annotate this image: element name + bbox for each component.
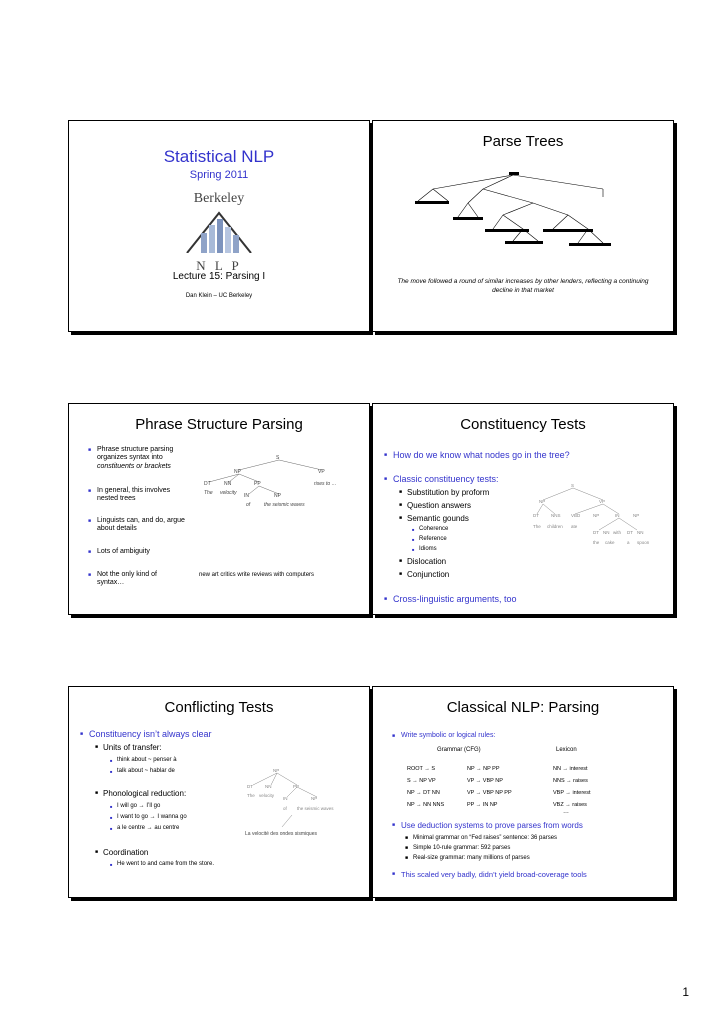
svg-text:DT: DT xyxy=(593,530,599,535)
sub-2: ■ Reference xyxy=(419,536,447,543)
s6-b2c: ■ Real-size grammar: many millions of parses xyxy=(413,854,530,862)
tree-np2: NP xyxy=(274,493,281,499)
bullet-4: ■ Lots of ambiguity xyxy=(97,548,150,556)
svg-text:NP: NP xyxy=(273,768,280,773)
lecture-title: Lecture 15: Parsing I xyxy=(172,271,266,282)
s5-b4a: ■ He went to and came from the store. xyxy=(117,861,214,868)
s5-b2: ■ Units of transfer: xyxy=(103,743,162,752)
s5-b1: ■ Constituency isn’t always clear xyxy=(89,729,212,739)
s6-b3: ■ This scaled very badly, didn’t yield broad-coverage tools xyxy=(401,870,587,879)
svg-text:NP: NP xyxy=(593,513,600,518)
svg-text:The: The xyxy=(533,524,541,529)
slide6-title: Classical NLP: Parsing xyxy=(446,699,600,716)
page-number: 1 xyxy=(682,985,689,999)
slide1-title: Statistical NLP xyxy=(163,147,275,166)
slide2-caption: The move followed a round of similar increases by other lenders, reflecting a continuing decline in that market xyxy=(397,278,649,294)
svg-text:with: with xyxy=(613,530,622,535)
classic-bullet: ■ Classic constituency tests: xyxy=(393,474,499,484)
slide1-subtitle: Spring 2011 xyxy=(189,169,249,181)
s5-b3c: ■ a le centre → au centre xyxy=(117,825,179,832)
bullet-2: ■ In general, this involves nested trees xyxy=(97,487,187,503)
slide4-title: Constituency Tests xyxy=(460,416,586,433)
svg-text:The: The xyxy=(247,793,255,798)
tree-w1: The xyxy=(204,490,213,496)
svg-text:NN: NN xyxy=(265,784,272,789)
lexicon-head: Lexicon xyxy=(556,747,577,753)
slide-title xyxy=(68,120,370,332)
french-phrase: La velocité des ondes sismiques xyxy=(245,831,317,837)
parse-tree-figure xyxy=(373,167,673,257)
bullet-3: ■ Linguists can, and do, argue about details xyxy=(97,517,187,533)
slide3-title: Phrase Structure Parsing xyxy=(135,416,303,433)
svg-text:VBD: VBD xyxy=(571,513,581,518)
svg-text:IN: IN xyxy=(615,513,620,518)
tree-np: NP xyxy=(234,469,241,475)
svg-text:of: of xyxy=(283,806,287,811)
rule-row: ROOT → S NP → NP PP NN → interest xyxy=(407,766,588,772)
slide-phrase-structure xyxy=(68,403,370,615)
berkeley-logo xyxy=(169,191,269,273)
constituency-tree xyxy=(533,482,653,562)
svg-text:NN: NN xyxy=(637,530,644,535)
test-5: ■ Conjunction xyxy=(407,570,449,579)
svg-text:NN: NN xyxy=(603,530,610,535)
svg-text:NP: NP xyxy=(311,796,318,801)
svg-text:children: children xyxy=(547,524,563,529)
s5-b3: ■ Phonological reduction: xyxy=(103,789,186,798)
s5-b3a: ■ I will go → I’ll go xyxy=(117,803,160,810)
bullet-1: ■ Phrase structure parsing organizes syntax into xyxy=(97,446,197,462)
s6-b2a: ■ Minimal grammar on “Fed raises” sentence: 36 parses xyxy=(413,834,557,842)
lexicon-ellipsis: … xyxy=(563,809,569,815)
slide-conflicting-tests xyxy=(68,686,370,898)
test-3: ■ Semantic gounds xyxy=(407,514,469,523)
rule-row: NP → NN NNS PP → IN NP VBZ → raises xyxy=(407,802,587,808)
s6-b2: ■ Use deduction systems to prove parses from words xyxy=(401,821,583,830)
s6-b2b: ■ Simple 10-rule grammar: 592 parses xyxy=(413,844,510,852)
test-2: ■ Question answers xyxy=(407,501,471,510)
logo-bottom-text: N L P xyxy=(196,258,242,273)
svg-text:the: the xyxy=(593,540,600,545)
s5-b4: ■ Coordination xyxy=(103,848,148,857)
tree-pp: PP xyxy=(254,481,261,487)
s5-b2a: ■ think about ~ penser à xyxy=(117,757,177,764)
tree-w5: rises to … xyxy=(314,481,337,487)
svg-text:a: a xyxy=(627,540,630,545)
svg-text:NNS: NNS xyxy=(551,513,561,518)
svg-text:NP: NP xyxy=(633,513,640,518)
s5-b3b: ■ I want to go → I wanna go xyxy=(117,814,187,821)
logo-top-text: Berkeley xyxy=(193,191,245,206)
bullet-5: ■ Not the only kind of syntax… xyxy=(97,571,177,587)
svg-text:DT: DT xyxy=(627,530,633,535)
test-4: ■ Dislocation xyxy=(407,557,446,566)
logo-icon xyxy=(169,207,269,253)
bullet-1b: constituents or brackets xyxy=(97,463,171,470)
test-1: ■ Substitution by proform xyxy=(407,488,489,497)
svg-text:the seismic waves: the seismic waves xyxy=(297,806,334,811)
cross-bullet: ■ Cross-linguistic arguments, too xyxy=(393,594,517,604)
svg-text:DT: DT xyxy=(533,513,539,518)
tree-nn: NN xyxy=(224,481,232,487)
rule-row: S → NP VP VP → VBP NP NNS → raises xyxy=(407,778,588,784)
tree-dt: DT xyxy=(204,481,211,487)
rule-table xyxy=(407,763,591,811)
tree-w3: of xyxy=(246,502,251,508)
phrase-tree xyxy=(204,454,354,514)
slide-constituency-tests xyxy=(372,403,674,615)
svg-text:DT: DT xyxy=(247,784,253,789)
s6-b1: ■ Write symbolic or logical rules: xyxy=(401,732,495,740)
example-sentence: new art critics write reviews with computers xyxy=(199,572,315,578)
svg-text:spoon: spoon xyxy=(637,540,650,545)
svg-text:NP: NP xyxy=(539,499,546,504)
rule-row: NP → DT NN VP → VBP NP PP VBP → interest xyxy=(407,790,591,796)
slide2-title: Parse Trees xyxy=(482,133,564,150)
svg-text:ate: ate xyxy=(571,524,578,529)
sub-3: ■ Idioms xyxy=(419,546,437,553)
q-bullet: ■ How do we know what nodes go in the tree? xyxy=(393,450,570,460)
svg-text:IN: IN xyxy=(283,796,288,801)
tree-w4: the seismic waves xyxy=(264,502,305,508)
svg-text:PP: PP xyxy=(293,784,300,789)
slide-classical-nlp xyxy=(372,686,674,898)
tree-w2: velocity xyxy=(220,490,237,496)
svg-text:velocity: velocity xyxy=(259,793,275,798)
tree-vp: VP xyxy=(318,469,325,475)
svg-text:VP: VP xyxy=(599,499,606,504)
slide-parse-trees xyxy=(372,120,674,332)
grammar-head: Grammar (CFG) xyxy=(437,747,481,753)
tree-s: S xyxy=(276,455,280,461)
conflict-tree xyxy=(247,767,347,827)
slide5-title: Conflicting Tests xyxy=(164,699,274,716)
tree-in: IN xyxy=(244,493,249,499)
author: Dan Klein – UC Berkeley xyxy=(185,293,253,299)
sub-1: ■ Coherence xyxy=(419,526,448,533)
s5-b2b: ■ talk about ~ hablar de xyxy=(117,768,175,775)
svg-text:cake: cake xyxy=(605,540,615,545)
svg-text:S: S xyxy=(571,483,575,488)
